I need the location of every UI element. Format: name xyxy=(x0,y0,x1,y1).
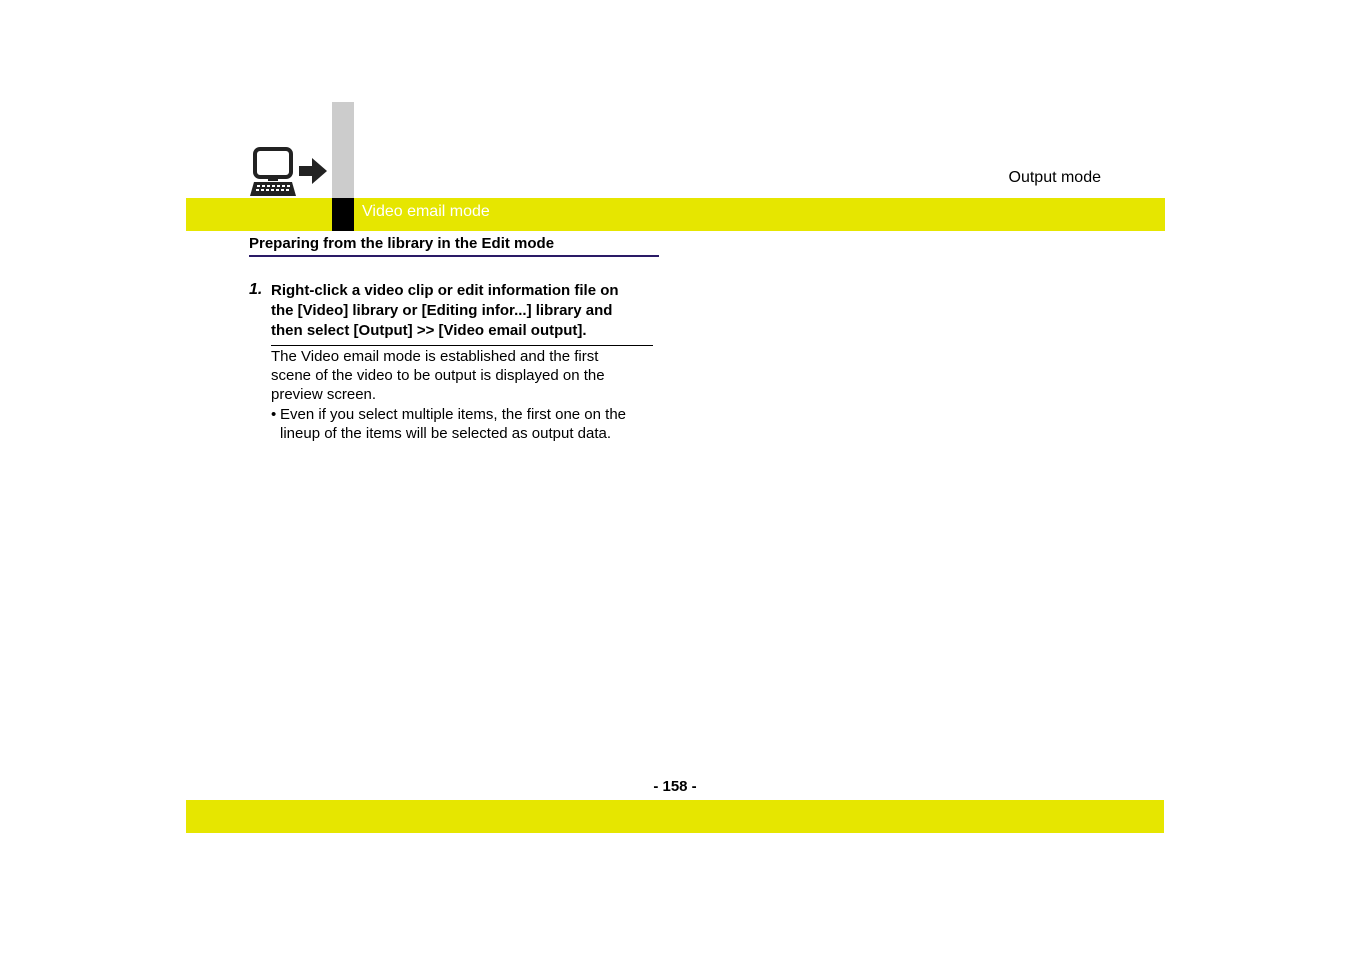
step-number: 1. xyxy=(249,281,263,298)
description-line: scene of the video to be output is displayed on the xyxy=(271,367,605,384)
step-instruction xyxy=(271,281,653,346)
description-line: preview screen. xyxy=(271,386,377,403)
footer-bar xyxy=(186,800,1164,833)
bullet-text xyxy=(280,405,626,443)
step-line: Right-click a video clip or edit information file on xyxy=(271,282,619,299)
subheading: Preparing from the library in the Edit mode xyxy=(249,235,659,257)
running-head: Output mode xyxy=(1008,169,1101,186)
bullet-mark: • xyxy=(271,406,277,423)
header-gray-tab xyxy=(332,102,354,198)
page-number: - 158 - xyxy=(653,778,697,795)
description-line: The Video email mode is established and the first xyxy=(271,348,599,365)
step-description xyxy=(271,347,661,404)
bullet-line: Even if you select multiple items, the first one on the xyxy=(280,406,627,423)
pc-output-icon xyxy=(248,146,330,200)
header-black-tab xyxy=(332,198,354,231)
bullet-line: lineup of the items will be selected as output data. xyxy=(280,425,612,442)
step-line: then select [Output] >> [Video email output]. xyxy=(271,322,587,339)
section-title: Video email mode xyxy=(362,203,490,220)
step-line: the [Video] library or [Editing infor...] library and xyxy=(271,302,613,319)
